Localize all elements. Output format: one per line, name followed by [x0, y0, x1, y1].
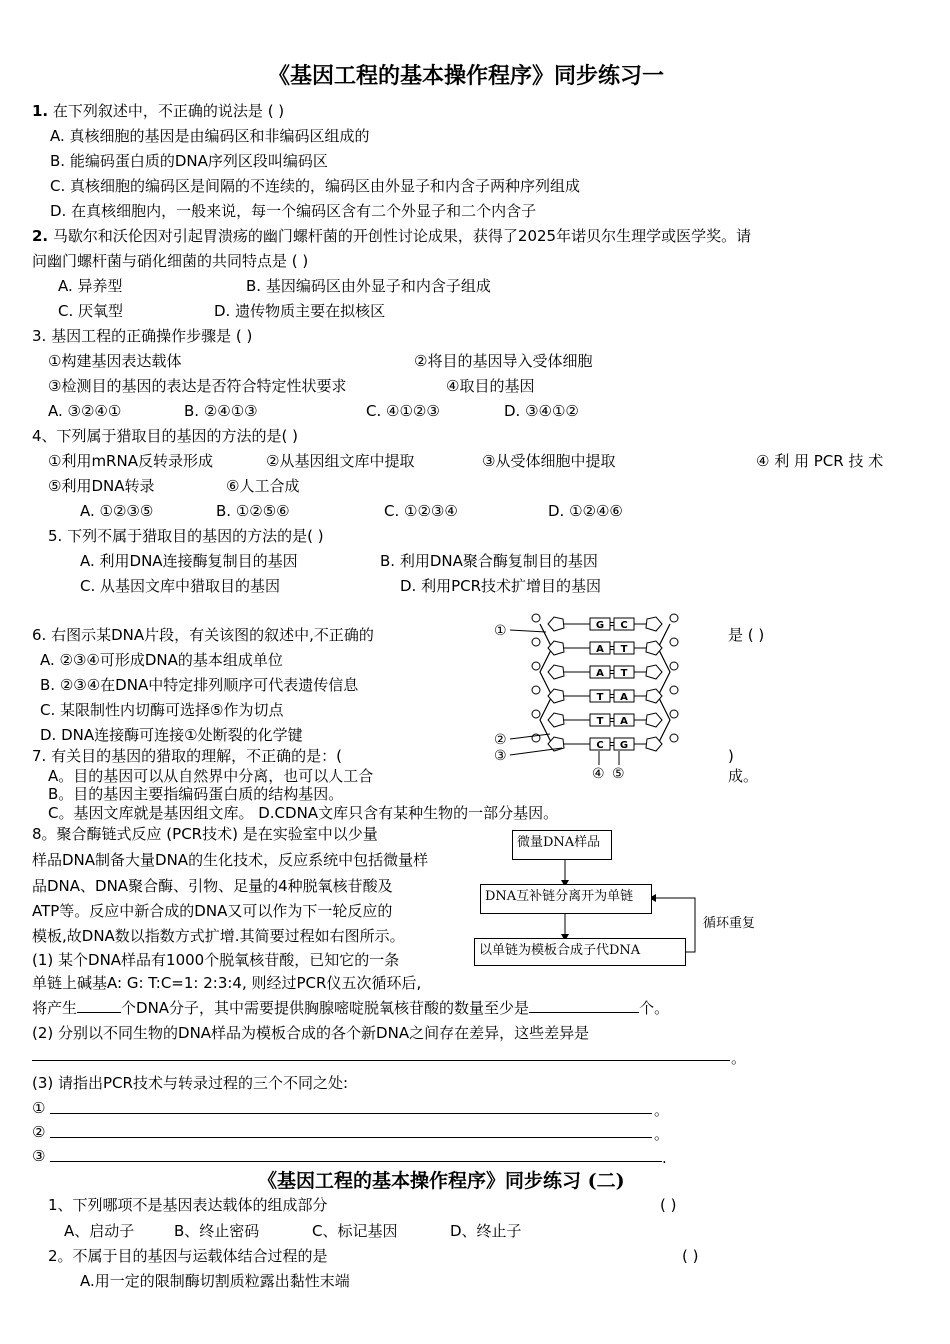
step-item: ③检测目的基因的表达是否符合特定性状要求: [48, 377, 347, 395]
option-a: A. ①②③⑤: [80, 502, 154, 520]
question-8-line2: 样品DNA制备大量DNA的生化技术，反应系统中包括微量样: [32, 851, 429, 869]
option-b: B。目的基因主要指编码蛋白质的结构基因。: [48, 785, 344, 803]
step-item: ①构建基因表达载体: [48, 352, 182, 370]
option-b: B. ②④①③: [184, 402, 258, 420]
label-3-pointer: [510, 748, 562, 755]
base-left-letter: T: [596, 692, 604, 703]
question-2: [32, 226, 751, 246]
sugar-right: [646, 713, 662, 727]
base-right-letter: A: [620, 716, 628, 727]
sugar-right: [646, 641, 662, 655]
sugar-right: [646, 689, 662, 703]
option-a: A。目的基因可以从自然界中分离，也可以人工合: [48, 767, 374, 785]
sugar-right: [646, 737, 662, 751]
part2-question-1-paren: ( ): [660, 1196, 677, 1214]
option-b: B. 基因编码区由外显子和内含子组成: [246, 277, 491, 295]
option-d: D. 在真核细胞内，一般来说，每一个编码区含有二个外显子和二个内含子: [50, 202, 537, 220]
base-right-letter: A: [620, 692, 628, 703]
question-8-line4: ATP等。反应中新合成的DNA又可以作为下一轮反应的: [32, 902, 393, 920]
phosphate-right: [670, 710, 678, 718]
step-item: ②将目的基因导入受体细胞: [414, 352, 593, 370]
phosphate-right: [670, 638, 678, 646]
phosphate-right: [670, 734, 678, 742]
option-a: A、启动子: [64, 1222, 135, 1240]
option-d: D. ③④①②: [504, 402, 579, 420]
question-stem: 在下列叙述中，不正确的说法是 ( ): [52, 102, 285, 120]
base-left-letter: C: [596, 740, 604, 751]
text: 个DNA分子，其中需要提供胸腺嘧啶脱氧核苷酸的数量至少是: [121, 999, 530, 1017]
option-d: D. DNA连接酶可连接①处断裂的化学键: [40, 726, 303, 744]
sugar-left: [548, 689, 564, 703]
question-4: 4、下列属于猎取目的基因的方法的是( ): [32, 427, 299, 445]
part2-question-2: 2。不属于目的基因与运载体结合过程的是: [48, 1247, 328, 1265]
part2-question-1: 1、下列哪项不是基因表达载体的组成部分: [48, 1196, 328, 1214]
phosphate-left: [532, 638, 540, 646]
text: 个。: [639, 999, 670, 1017]
option-c: C. ①②③④: [384, 502, 458, 520]
option-c-d: C。基因文库就是基因组文库。 D.CDNA文库只含有某种生物的一部分基因。: [48, 804, 559, 822]
option-a: A. ②③④可形成DNA的基本组成单位: [40, 651, 283, 669]
base-left-letter: G: [595, 620, 605, 631]
option-a: A. 异养型: [58, 277, 123, 295]
answer-line-2[interactable]: [32, 1060, 730, 1061]
question-8-line1: 8。聚合酶链式反应 (PCR技术) 是在实验室中以少量: [32, 825, 378, 843]
question-8-line3: 品DNA、DNA聚合酶、引物、足量的4种脱氧核苷酸及: [32, 877, 393, 895]
method-item: ⑤利用DNA转录: [48, 477, 155, 495]
question-6: 6. 右图示某DNA片段，有关该图的叙述中,不正确的: [32, 626, 374, 644]
option-d: D、终止子: [450, 1222, 522, 1240]
phosphate-left: [532, 686, 540, 694]
answer-marker-3: ③: [32, 1147, 46, 1165]
option-a-tail: 成。: [728, 767, 759, 785]
sugar-left: [548, 665, 564, 679]
label-2: ②: [494, 732, 507, 748]
question-7-paren: ): [728, 747, 734, 765]
option-a: A. 真核细胞的基因是由编码区和非编码区组成的: [50, 127, 370, 145]
text: 将产生: [32, 999, 78, 1017]
option-c: C. 真核细胞的编码区是间隔的不连续的，编码区由外显子和内含子两种序列组成: [50, 177, 581, 195]
question-number: 2.: [32, 227, 49, 245]
label-5: ⑤: [612, 766, 625, 782]
step-item: ④取目的基因: [446, 377, 535, 395]
method-item: ①利用mRNA反转录形成: [48, 452, 213, 470]
answer-end-3: .: [662, 1149, 667, 1167]
question-stem-continued: 问幽门螺杆菌与硝化细菌的共同特点是 ( ): [32, 252, 309, 270]
question-1: [32, 101, 284, 121]
answer-line-3-2[interactable]: [50, 1137, 652, 1138]
option-a: A. 利用DNA连接酶复制目的基因: [80, 552, 298, 570]
label-1-pointer: [510, 630, 546, 632]
sugar-left: [548, 617, 564, 631]
question-6-tail: 是 ( ): [728, 626, 765, 644]
answer-end-2: 。: [654, 1125, 670, 1143]
option-b: B、终止密码: [174, 1222, 260, 1240]
option-c: C. 厌氧型: [58, 302, 124, 320]
option-b: B. ①②⑤⑥: [216, 502, 290, 520]
label-2-pointer: [510, 734, 550, 739]
flow-box-sample: 微量DNA样品: [512, 830, 612, 860]
base-right-letter: T: [620, 644, 628, 655]
page-title: 《基因工程的基本操作程序》同步练习一: [268, 63, 665, 89]
base-right-letter: T: [620, 668, 628, 679]
option-d: D. ①②④⑥: [548, 502, 623, 520]
base-right-letter: G: [619, 740, 629, 751]
part2-title: 《基因工程的基本操作程序》同步练习 (二): [258, 1170, 625, 1192]
option-c: C、标记基因: [312, 1222, 398, 1240]
phosphate-left: [532, 662, 540, 670]
option-c: C. ④①②③: [366, 402, 440, 420]
blank-thymine-count[interactable]: [529, 998, 639, 1013]
sugar-left: [548, 713, 564, 727]
question-3: 3. 基因工程的正确操作步骤是 ( ): [32, 327, 253, 345]
option-d: D. 利用PCR技术扩增目的基因: [400, 577, 602, 595]
answer-marker-2: ②: [32, 1123, 46, 1141]
label-3: ③: [494, 748, 507, 764]
question-8-line5: 模板,故DNA数以指数方式扩增.其简要过程如右图所示。: [32, 927, 405, 945]
phosphate-left: [532, 614, 540, 622]
answer-line-3-3[interactable]: [50, 1161, 662, 1162]
base-left-letter: T: [596, 716, 604, 727]
subquestion-1-answer: [32, 998, 669, 1018]
sugar-right: [646, 665, 662, 679]
method-item: ②从基因组文库中提取: [266, 452, 415, 470]
subquestion-2: (2) 分别以不同生物的DNA样品为模板合成的各个新DNA之间存在差异，这些差异是: [32, 1024, 590, 1042]
method-item: ④ 利 用 PCR 技 术: [756, 452, 884, 470]
answer-marker-1: ①: [32, 1099, 46, 1117]
left-backbone: [540, 624, 552, 744]
option-d: D. 遗传物质主要在拟核区: [214, 302, 386, 320]
option-b: B. ②③④在DNA中特定排列顺序可代表遗传信息: [40, 676, 359, 694]
option-b: B. 能编码蛋白质的DNA序列区段叫编码区: [50, 152, 328, 170]
sugar-right: [646, 617, 662, 631]
label-1: ①: [494, 623, 507, 639]
label-4: ④: [592, 766, 605, 782]
part2-question-2-paren: ( ): [682, 1247, 699, 1265]
dna-fragment-figure: [490, 608, 720, 783]
answer-line-2-end: 。: [731, 1049, 747, 1067]
method-item: ⑥人工合成: [226, 477, 300, 495]
sugar-left: [548, 641, 564, 655]
phosphate-right: [670, 662, 678, 670]
question-stem: 马歇尔和沃伦因对引起胃溃疡的幽门螺杆菌的开创性讨论成果，获得了2025年诺贝尔生理学或医学奖。请: [52, 227, 752, 245]
right-backbone: [658, 624, 670, 744]
phosphate-right: [670, 614, 678, 622]
phosphate-left: [532, 710, 540, 718]
base-left-letter: A: [596, 668, 604, 679]
flow-loop-label: 循环重复: [703, 916, 756, 931]
method-item: ③从受体细胞中提取: [482, 452, 616, 470]
subquestion-3: (3) 请指出PCR技术与转录过程的三个不同之处:: [32, 1074, 349, 1092]
subquestion-1: (1) 某个DNA样品有1000个脱氧核苷酸，已知它的一条: [32, 951, 400, 969]
option-a: A. ③②④①: [48, 402, 122, 420]
base-right-letter: C: [620, 620, 628, 631]
question-5: 5. 下列不属于猎取目的基因的方法的是( ): [48, 527, 324, 545]
question-number: 1.: [32, 102, 49, 120]
blank-dna-count[interactable]: [77, 998, 121, 1013]
answer-line-3-1[interactable]: [50, 1113, 652, 1114]
subquestion-1-cont: 单链上碱基A: G: T:C=1: 2:3:4, 则经过PCR仪五次循环后,: [32, 974, 422, 992]
dna-rungs: [532, 614, 678, 751]
option-b: B. 利用DNA聚合酶复制目的基因: [380, 552, 598, 570]
option-c: C. 某限制性内切酶可选择⑤作为切点: [40, 701, 284, 719]
flow-box-synthesis: 以单链为模板合成子代DNA: [474, 938, 686, 966]
base-left-letter: A: [596, 644, 604, 655]
answer-end-1: 。: [654, 1101, 670, 1119]
phosphate-right: [670, 686, 678, 694]
question-7: 7. 有关目的基因的猎取的理解，不正确的是：(: [32, 747, 342, 765]
option-a: A.用一定的限制酶切割质粒露出黏性末端: [80, 1272, 350, 1290]
option-c: C. 从基因文库中猎取目的基因: [80, 577, 281, 595]
flow-box-denature: DNA互补链分离开为单链: [480, 884, 652, 914]
